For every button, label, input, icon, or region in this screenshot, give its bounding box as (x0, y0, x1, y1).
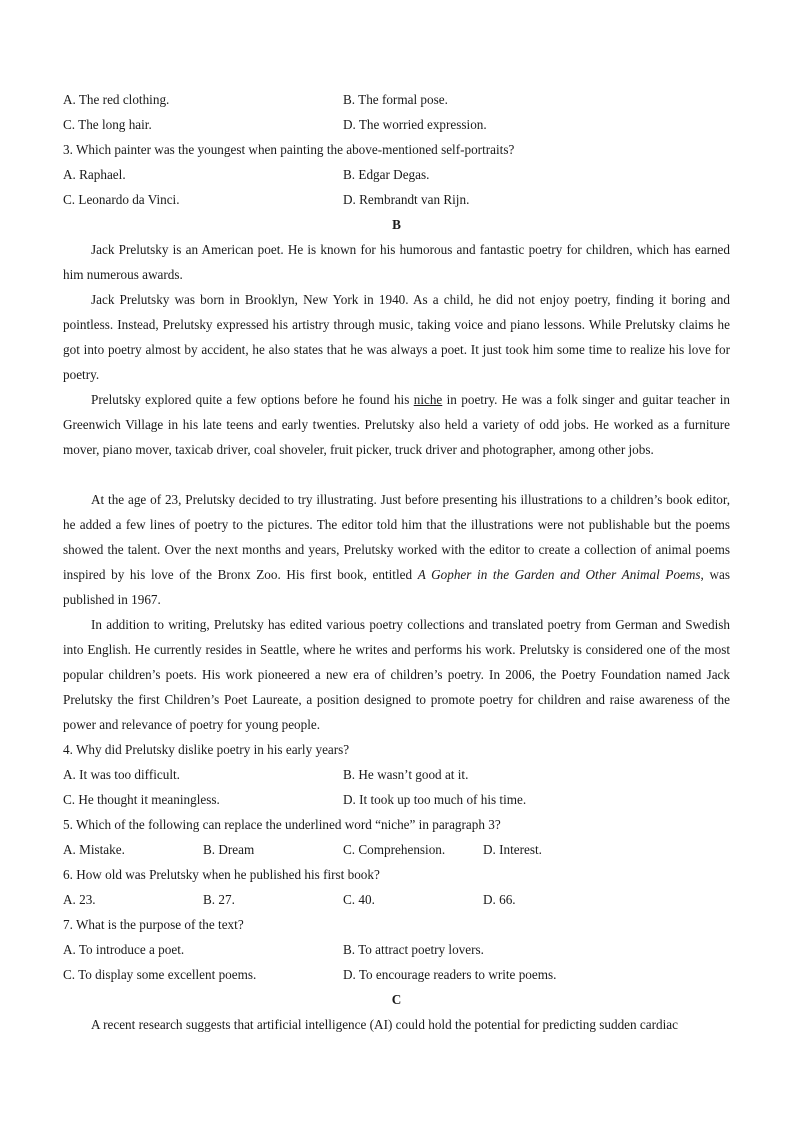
q4-option-a: A. It was too difficult. (63, 767, 180, 782)
q3-option-d: D. Rembrandt van Rijn. (343, 192, 470, 207)
q6-stem: 6. How old was Prelutsky when he published his first book? (63, 867, 380, 882)
q2-option-d: D. The worried expression. (343, 117, 487, 132)
paragraph-4-text-end: , was published in 1967. (63, 567, 730, 607)
q3-option-a: A. Raphael. (63, 167, 126, 182)
section-b-heading: B (392, 217, 401, 232)
q7-stem: 7. What is the purpose of the text? (63, 917, 244, 932)
paragraph-4-text-start: At the age of 23, Prelutsky decided to try illustrating. Just before presenting his illustrations to a children’s book editor, he added a few lines of poetry to the pictures. The editor told him that the illustrations were not publishable but the poems showed the talent. Over the next months and years, Prelutsky worked with the editor to create a collection of animal poems inspired by his love of the Bronx Zoo. His first book, entitled (63, 492, 730, 582)
section-b-paragraph-2: Jack Prelutsky was born in Brooklyn, New York in 1940. As a child, he did not enjoy poetry, finding it boring and pointless. Instead, Prelutsky expressed his artistry through music, taking voice and piano lessons. While Prelutsky claims he got into poetry almost by accident, he also states that he was always a poet. It just took him some time to realize his love for poetry. (63, 292, 730, 382)
paragraph-3-text-end: in poetry. He was a folk singer and guitar teacher in Greenwich Village in his late teens and early twenties. Prelutsky also held a variety of odd jobs. He worked as a furniture mover, piano mover, taxicab driver, coal shoveler, fruit picker, truck driver and photographer, among other jobs. (63, 392, 731, 457)
q7-option-d: D. To encourage readers to write poems. (343, 967, 557, 982)
q5-option-d: D. Interest. (483, 842, 542, 857)
q7-option-b: B. To attract poetry lovers. (343, 942, 484, 957)
q7-option-c: C. To display some excellent poems. (63, 967, 257, 982)
q2-option-a: A. The red clothing. (63, 92, 170, 107)
q6-option-c: C. 40. (343, 892, 375, 907)
q5-option-b: B. Dream (203, 842, 255, 857)
paragraph-3-text-start: Prelutsky explored quite a few options before he found his (91, 392, 414, 407)
q6-option-a: A. 23. (63, 892, 96, 907)
q4-option-c: C. He thought it meaningless. (63, 792, 220, 807)
section-b-paragraph-5: In addition to writing, Prelutsky has edited various poetry collections and translated poetry from German and Swedish into English. He currently resides in Seattle, where he writes and performs his work. Prelutsky is considered one of the most popular children’s poets. His work pioneered a new era of children’s poetry. In 2006, the Poetry Foundation named Jack Prelutsky the first Children’s Poet Laureate, a position designed to promote poetry for children and raise awareness of the power and relevance of poetry for young people. (63, 617, 730, 732)
section-c-paragraph-1: A recent research suggests that artificial intelligence (AI) could hold the potential for predicting sudden cardiac (91, 1017, 678, 1032)
q3-option-b: B. Edgar Degas. (343, 167, 430, 182)
q4-option-b: B. He wasn’t good at it. (343, 767, 469, 782)
q5-stem: 5. Which of the following can replace the underlined word “niche” in paragraph 3? (63, 817, 501, 832)
q6-option-d: D. 66. (483, 892, 516, 907)
book-title: A Gopher in the Garden and Other Animal Poems (417, 567, 701, 582)
section-b-paragraph-4 (63, 487, 730, 612)
q6-option-b: B. 27. (203, 892, 235, 907)
q7-option-a: A. To introduce a poet. (63, 942, 185, 957)
underlined-word-niche: niche (413, 392, 443, 407)
section-c-heading: C (391, 992, 402, 1007)
q4-stem: 4. Why did Prelutsky dislike poetry in his early years? (63, 742, 350, 757)
q4-option-d: D. It took up too much of his time. (343, 792, 527, 807)
q3-option-c: C. Leonardo da Vinci. (63, 192, 180, 207)
q3-stem: 3. Which painter was the youngest when painting the above-mentioned self-portraits? (63, 142, 515, 157)
q5-option-a: A. Mistake. (63, 842, 125, 857)
section-b-paragraph-1: Jack Prelutsky is an American poet. He is known for his humorous and fantastic poetry for children, which has earned him numerous awards. (63, 242, 730, 282)
q2-option-b: B. The formal pose. (343, 92, 448, 107)
q5-option-c: C. Comprehension. (343, 842, 446, 857)
section-b-paragraph-3 (63, 387, 730, 462)
q2-option-c: C. The long hair. (63, 117, 152, 132)
